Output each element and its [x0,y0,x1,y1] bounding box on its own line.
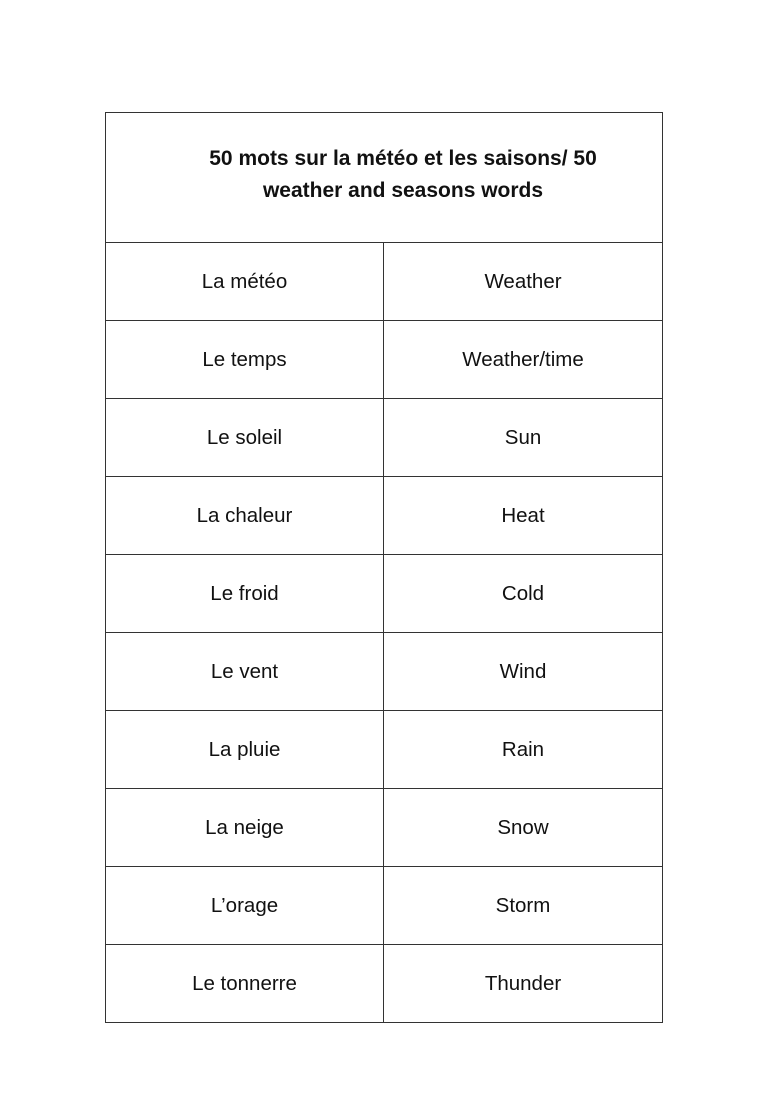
french-word: Le tonnerre [106,945,384,1023]
french-word: La chaleur [106,477,384,555]
french-word: Le vent [106,633,384,711]
french-word: La météo [106,243,384,321]
table-row [106,321,663,399]
table-row [106,477,663,555]
english-word: Heat [384,477,663,555]
english-word: Weather [384,243,663,321]
french-word: Le froid [106,555,384,633]
title-line-2: weather and seasons words [262,178,544,202]
english-word: Cold [384,555,663,633]
table-row [106,633,663,711]
french-word: La pluie [106,711,384,789]
table-row [106,789,663,867]
table-row [106,867,663,945]
french-word: La neige [106,789,384,867]
english-word: Rain [384,711,663,789]
title-line-1: 50 mots sur la météo et les saisons/ 50 [209,146,597,170]
french-word: L’orage [106,867,384,945]
table-row [106,945,663,1023]
english-word: Storm [384,867,663,945]
english-word: Weather/time [384,321,663,399]
french-word: Le temps [106,321,384,399]
french-word: Le soleil [106,399,384,477]
table-row [106,243,663,321]
table-row [106,711,663,789]
vocabulary-table [105,112,663,1023]
english-word: Thunder [384,945,663,1023]
table-header-row [106,113,663,243]
table-row [106,399,663,477]
english-word: Wind [384,633,663,711]
english-word: Sun [384,399,663,477]
english-word: Snow [384,789,663,867]
table-row [106,555,663,633]
table-title [106,113,663,243]
